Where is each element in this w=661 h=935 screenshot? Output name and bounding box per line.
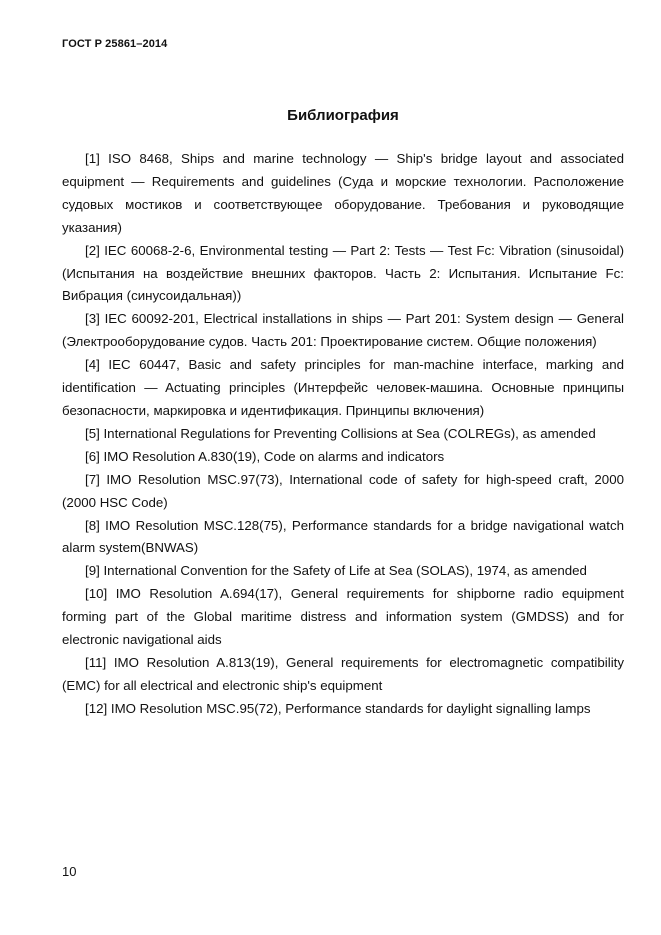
document-code: ГОСТ Р 25861–2014 <box>62 38 168 50</box>
bibliography-entry-11: [11] IMO Resolution A.813(19), General requirements for electromagnetic compatibility (EMC) for all electrical and electronic ship's equipment <box>62 654 624 693</box>
bibliography-entry-12: [12] IMO Resolution MSC.95(72), Performance standards for daylight signalling lamps <box>85 700 591 716</box>
bibliography-entry-6: [6] IMO Resolution A.830(19), Code on alarms and indicators <box>85 448 445 464</box>
bibliography-entry-8: [8] IMO Resolution MSC.128(75), Performance standards for a bridge navigational watch alarm system(BNWAS) <box>62 517 624 556</box>
bibliography-entry-9: [9] International Convention for the Safety of Life at Sea (SOLAS), 1974, as amended <box>85 563 587 579</box>
bibliography-entry-1: [1] ISO 8468, Ships and marine technology — Ship's bridge layout and associated equipment — Requirements and guidelines (Суда и морские технологии. Расположение судовых мостиков и соответствующее оборудование. Требования и руководящие указания) <box>62 151 624 235</box>
bibliography-entry-7: [7] IMO Resolution MSC.97(73), International code of safety for high-speed craft, 2000 (2000 HSC Code) <box>62 471 624 510</box>
bibliography-entry-4: [4] IEC 60447, Basic and safety principles for man-machine interface, marking and identification — Actuating principles (Интерфейс человек-машина. Основные принципы безопасности, маркировка и идентификация. Принципы включения) <box>62 357 624 418</box>
page-title: Библиография <box>287 107 399 124</box>
bibliography-entry-2: [2] IEC 60068-2-6, Environmental testing — Part 2: Tests — Test Fc: Vibration (sinusoidal) (Испытания на воздействие внешних факторов. Часть 2: Испытания. Испытание Fc: Вибрация (синусоидальная)) <box>62 242 624 304</box>
bibliography-entry-3: [3] IEC 60092-201, Electrical installations in ships — Part 201: System design — General (Электрооборудование судов. Часть 201: Проектирование систем. Общие положения) <box>62 311 624 350</box>
bibliography-entry-5: [5] International Regulations for Preventing Collisions at Sea (COLREGs), as amended <box>85 425 596 441</box>
bibliography-list <box>62 148 624 721</box>
bibliography-entry-10: [10] IMO Resolution A.694(17), General requirements for shipborne radio equipment forming part of the Global maritime distress and information system (GMDSS) and for electronic navigational aids <box>62 586 624 648</box>
page-number: 10 <box>62 864 77 879</box>
